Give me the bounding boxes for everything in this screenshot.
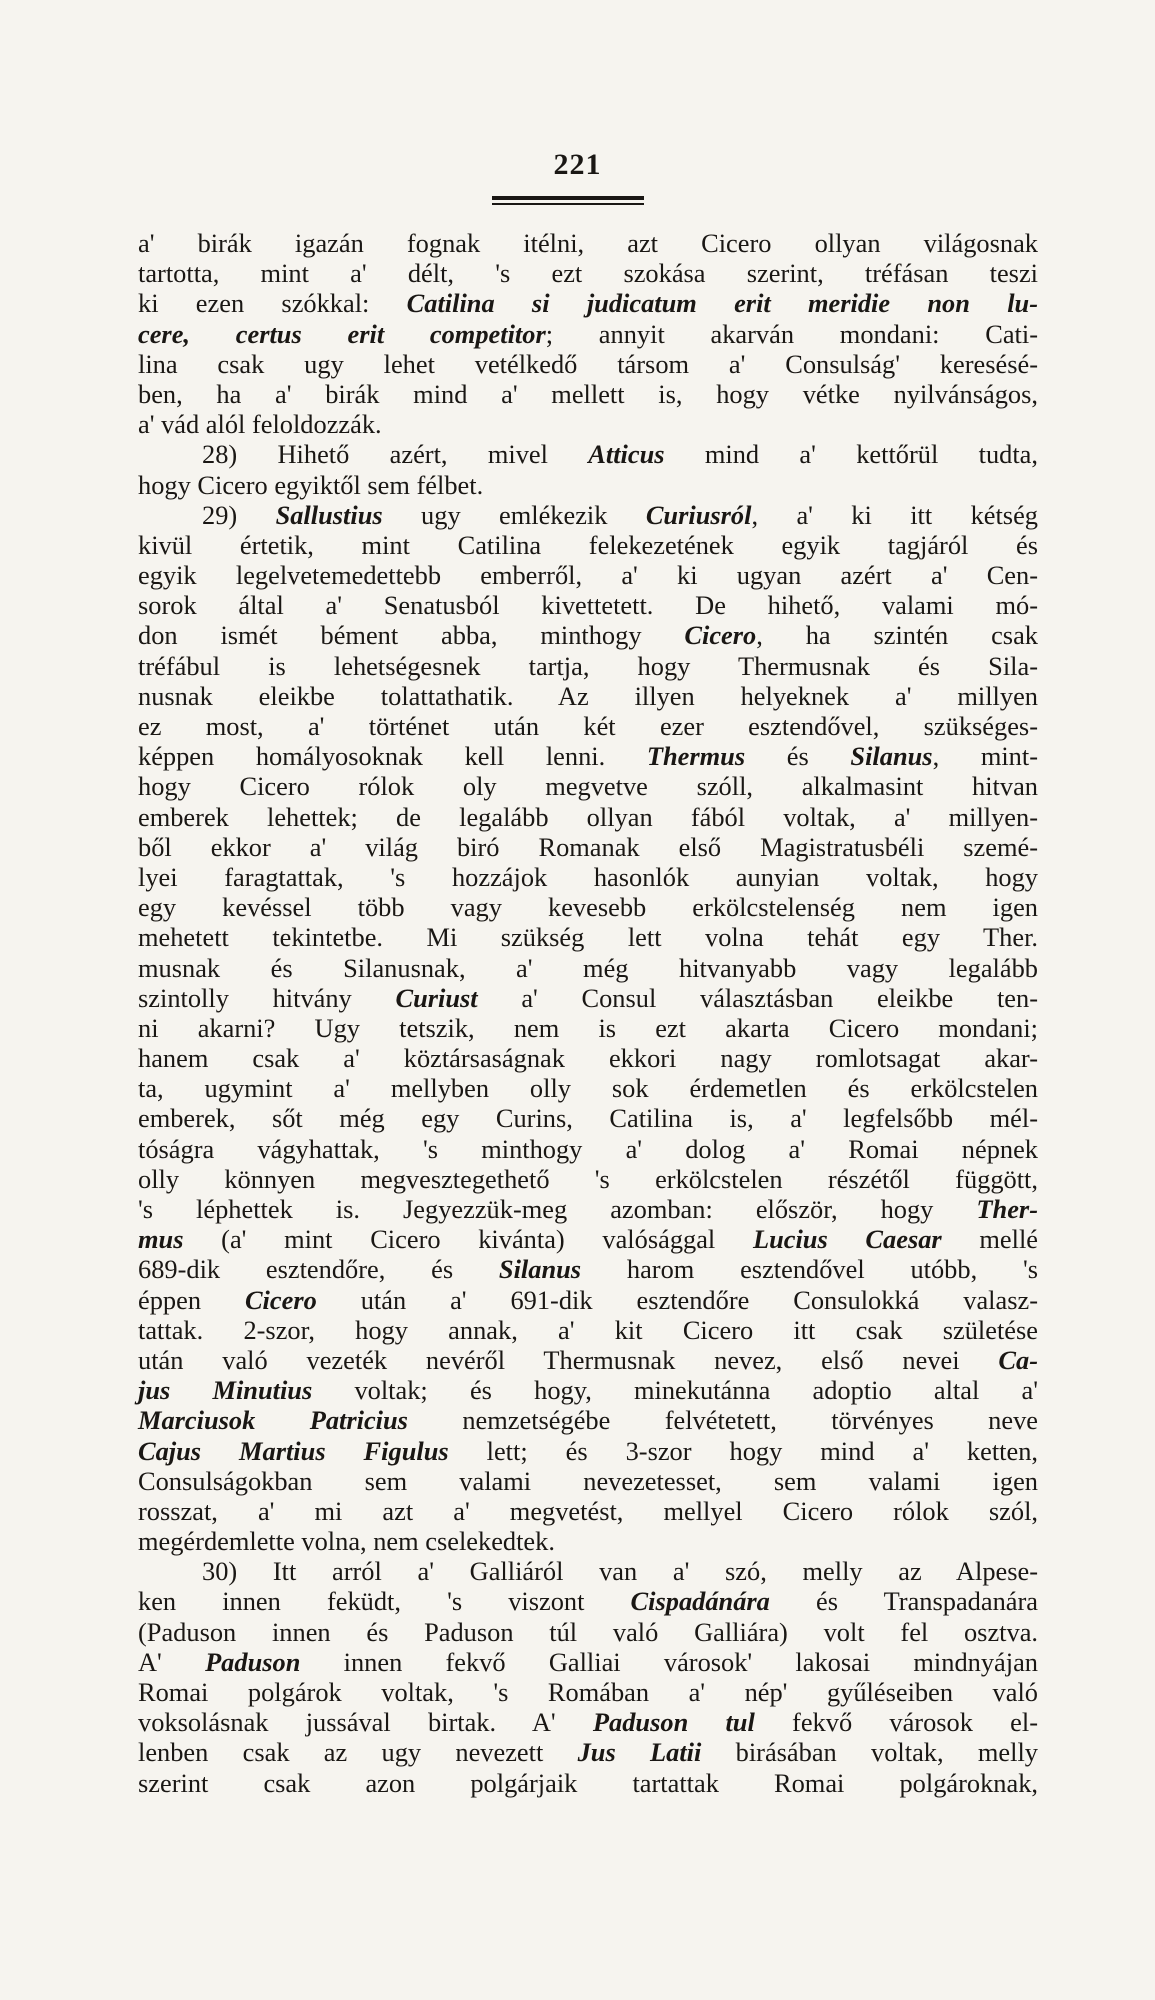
italic-text: Curiusról (645, 499, 752, 530)
text-line (138, 1224, 1038, 1254)
text-line (138, 1013, 1038, 1043)
text-segment: éppen (138, 1284, 245, 1315)
italic-text: Marciusok Patricius (138, 1405, 408, 1436)
italic-text: Ther- (976, 1194, 1038, 1224)
text-segment: 's léphettek is. Jegyezzük-meg azomban: először, hogy (138, 1194, 977, 1224)
text-segment: sorok által a' Senatusból kivettetett. De hihető, valami mó- (138, 590, 1038, 621)
text-line (138, 319, 1038, 349)
text-line (138, 892, 1038, 922)
text-segment: képpen homályosoknak kell lenni. (138, 741, 647, 772)
italic-text: Sallustius (275, 499, 383, 530)
text-segment: 28) Hihető azért, mivel (202, 439, 589, 470)
text-line (138, 228, 1038, 258)
text-line (138, 470, 1038, 500)
italic-text: Cispadánára (630, 1586, 770, 1617)
text-segment: után a' 691-dik esztendőre Consulokká valasz- (316, 1284, 1038, 1315)
text-segment: olly könnyen megvesztegethető 's erkölcstelen részétől függött, (138, 1163, 1038, 1194)
text-segment: 689-dik esztendőre, és (138, 1254, 499, 1285)
text-segment: nusnak eleikbe tolattathatik. Az illyen helyeknek a' millyen (138, 680, 1038, 711)
text-line (138, 1436, 1038, 1466)
text-segment: és Transpadanára (769, 1586, 1038, 1617)
text-segment: nemzetségébe felvétetett, törvényes neve (407, 1405, 1039, 1436)
italic-text: Paduson (205, 1646, 301, 1677)
text-segment: mellé (941, 1224, 1038, 1255)
text-segment: hogy Cicero egyiktől sem félbet. (138, 469, 484, 500)
text-line (138, 590, 1038, 620)
text-line (138, 1405, 1038, 1435)
text-line (138, 922, 1038, 952)
text-segment: tóságra vágyhattak, 's minthogy a' dolog a' Romai népnek (138, 1133, 1038, 1164)
text-line (138, 1526, 1038, 1556)
text-segment: , ha szintén csak (756, 620, 1038, 651)
italic-text: Silanus (498, 1254, 582, 1285)
text-line (138, 1073, 1038, 1103)
text-line (138, 1647, 1038, 1677)
italic-text: cere, certus erit competitor (138, 318, 546, 349)
italic-text: Cajus Martius Figulus (138, 1435, 449, 1466)
text-line (138, 832, 1038, 862)
text-line (138, 349, 1038, 379)
text-line (138, 1768, 1038, 1798)
text-line (138, 711, 1038, 741)
text-segment: innen fekvő Galliai városok' lakosai mindnyájan (300, 1646, 1038, 1677)
text-segment: musnak és Silanusnak, a' még hitvanyabb vagy legalább (138, 952, 1038, 983)
text-segment: A' (138, 1646, 206, 1677)
text-segment: emberek, sőt még egy Curins, Catilina is, a' legfelsőbb mél- (138, 1103, 1038, 1134)
text-segment: hanem csak a' köztársaságnak ekkori nagy romlotsagat akar- (138, 1043, 1038, 1074)
text-line (138, 500, 1038, 530)
text-segment: fekvő városok el- (754, 1707, 1038, 1738)
text-segment: után való vezeték nevéről Thermusnak nevez, első nevei (138, 1344, 999, 1375)
text-line (138, 1164, 1038, 1194)
text-segment: mehetett tekintetbe. Mi szükség lett volna tehát egy Ther. (138, 922, 1038, 953)
text-line (138, 1285, 1038, 1315)
text-line (138, 1677, 1038, 1707)
italic-text: Jus Latii (577, 1737, 702, 1768)
text-segment: Romai polgárok voltak, 's Romában a' nép' gyűléseiben való (138, 1677, 1038, 1707)
text-line (138, 1375, 1038, 1405)
text-line (138, 802, 1038, 832)
text-line (138, 409, 1038, 439)
text-segment: 29) (202, 499, 276, 530)
text-line (138, 983, 1038, 1013)
text-line (138, 1043, 1038, 1073)
text-segment: ez most, a' történet után két ezer esztendővel, szükséges- (138, 711, 1038, 741)
text-segment: emberek lehettek; de legalább ollyan fából voltak, a' millyen- (138, 801, 1038, 832)
text-segment: Consulságokban sem valami nevezetesset, sem valami igen (138, 1465, 1038, 1496)
text-segment: a' Consul választásban eleikbe ten- (477, 982, 1038, 1013)
text-segment: 30) Itt arról a' Galliáról van a' szó, melly az Alpese- (202, 1556, 1038, 1587)
body-text (138, 228, 1038, 1798)
text-line (138, 258, 1038, 288)
text-segment: szintolly hitvány (138, 982, 396, 1013)
italic-text: jus Minutius (138, 1375, 313, 1406)
text-line (138, 620, 1038, 650)
text-segment: szerint csak azon polgárjaik tartattak Romai polgároknak, (138, 1767, 1038, 1798)
page-number: 221 (553, 148, 602, 181)
text-line (138, 953, 1038, 983)
text-segment: kivül értetik, mint Catilina felekezetének egyik tagjáról és (138, 529, 1038, 560)
text-segment: ugy emlékezik (382, 499, 646, 530)
italic-text: Atticus (588, 439, 665, 470)
text-segment: ki ezen szókkal: (138, 288, 407, 319)
text-segment: mind a' kettőrül tudta, (664, 439, 1038, 470)
text-segment: ből ekkor a' világ biró Romanak első Magistratusbéli szemé- (138, 831, 1038, 862)
text-line (138, 530, 1038, 560)
text-segment: egyik legelvetemedettebb emberről, a' ki ugyan azért a' Cen- (138, 560, 1038, 591)
italic-text: mus (138, 1224, 184, 1255)
italic-text: Thermus (646, 741, 746, 772)
text-line (138, 288, 1038, 318)
text-segment: lett; és 3-szor hogy mind a' ketten, (448, 1435, 1038, 1466)
text-segment: (Paduson innen és Paduson túl való Galliára) volt fel osztva. (138, 1616, 1038, 1647)
italic-text: Silanus (850, 741, 933, 772)
text-segment: hogy Cicero rólok oly megvetve szóll, alkalmasint hitvan (138, 771, 1038, 802)
text-segment: rosszat, a' mi azt a' megvetést, mellyel Cicero rólok szól, (138, 1495, 1038, 1526)
text-segment: ni akarni? Ugy tetszik, nem is ezt akarta Cicero mondani; (138, 1012, 1038, 1043)
text-segment: megérdemlette volna, nem cselekedtek. (138, 1526, 555, 1557)
text-segment: voksolásnak jussával birtak. A' (138, 1707, 593, 1738)
text-line (138, 379, 1038, 409)
text-segment: lyei faragtattak, 's hozzájok hasonlók aunyian voltak, hogy (138, 861, 1038, 892)
text-segment: ta, ugymint a' mellyben olly sok érdemetlen és erkölcstelen (138, 1073, 1038, 1104)
text-line (138, 1586, 1038, 1616)
text-line (138, 1194, 1038, 1224)
text-line (138, 439, 1038, 469)
text-line (138, 1254, 1038, 1284)
text-segment: tattak. 2-szor, hogy annak, a' kit Cicero itt csak születése (138, 1314, 1038, 1345)
text-line (138, 1345, 1038, 1375)
text-line (138, 741, 1038, 771)
italic-text: Catilina si judicatum erit meridie non lu- (406, 288, 1038, 319)
text-segment: ben, ha a' birák mind a' mellett is, hogy vétke nyilvánságos, (138, 378, 1038, 409)
text-line (138, 1737, 1038, 1767)
text-segment: (a' mint Cicero kivánta) valósággal (183, 1224, 753, 1255)
text-segment: a' birák igazán fognak itélni, azt Cicero ollyan világosnak (138, 228, 1038, 258)
text-segment: ; annyit akarván mondani: Cati- (545, 318, 1039, 349)
text-line (138, 1556, 1038, 1586)
text-line (138, 1496, 1038, 1526)
header-rule (492, 196, 644, 205)
italic-text: Lucius Caesar (752, 1224, 942, 1255)
italic-text: Curiust (395, 982, 478, 1013)
text-segment: , mint- (932, 741, 1038, 772)
text-segment: a' vád alól feloldozzák. (138, 409, 382, 440)
text-segment: voltak; és hogy, minekutánna adoptio altal a' (312, 1375, 1038, 1406)
text-segment: tartotta, mint a' délt, 's ezt szokása szerint, tréfásan teszi (138, 258, 1038, 289)
text-segment: lenben csak az ugy nevezett (138, 1737, 578, 1768)
text-segment: don ismét bément abba, minthogy (138, 620, 685, 651)
italic-text: Cicero (684, 620, 757, 651)
text-segment: tréfábul is lehetségesnek tartja, hogy Thermusnak és Sila- (138, 650, 1038, 681)
text-segment: harom esztendővel utóbb, 's (581, 1254, 1038, 1285)
text-segment: és (745, 741, 851, 772)
text-line (138, 1315, 1038, 1345)
text-line (138, 651, 1038, 681)
text-line (138, 1134, 1038, 1164)
text-line (138, 681, 1038, 711)
text-segment: birásában voltak, melly (701, 1737, 1038, 1768)
text-line (138, 862, 1038, 892)
italic-text: Ca- (998, 1344, 1038, 1375)
text-line (138, 1103, 1038, 1133)
text-segment: ken innen feküdt, 's viszont (138, 1586, 631, 1617)
text-line (138, 560, 1038, 590)
text-segment: , a' ki itt kétség (751, 499, 1038, 530)
text-line (138, 771, 1038, 801)
text-line (138, 1466, 1038, 1496)
text-line (138, 1617, 1038, 1647)
text-segment: lina csak ugy lehet vetélkedő társom a' Consulság' keresésé- (138, 348, 1038, 379)
italic-text: Cicero (244, 1284, 317, 1315)
text-line (138, 1707, 1038, 1737)
italic-text: Paduson tul (592, 1707, 755, 1738)
text-segment: egy kevéssel több vagy kevesebb erkölcstelenség nem igen (138, 892, 1038, 923)
